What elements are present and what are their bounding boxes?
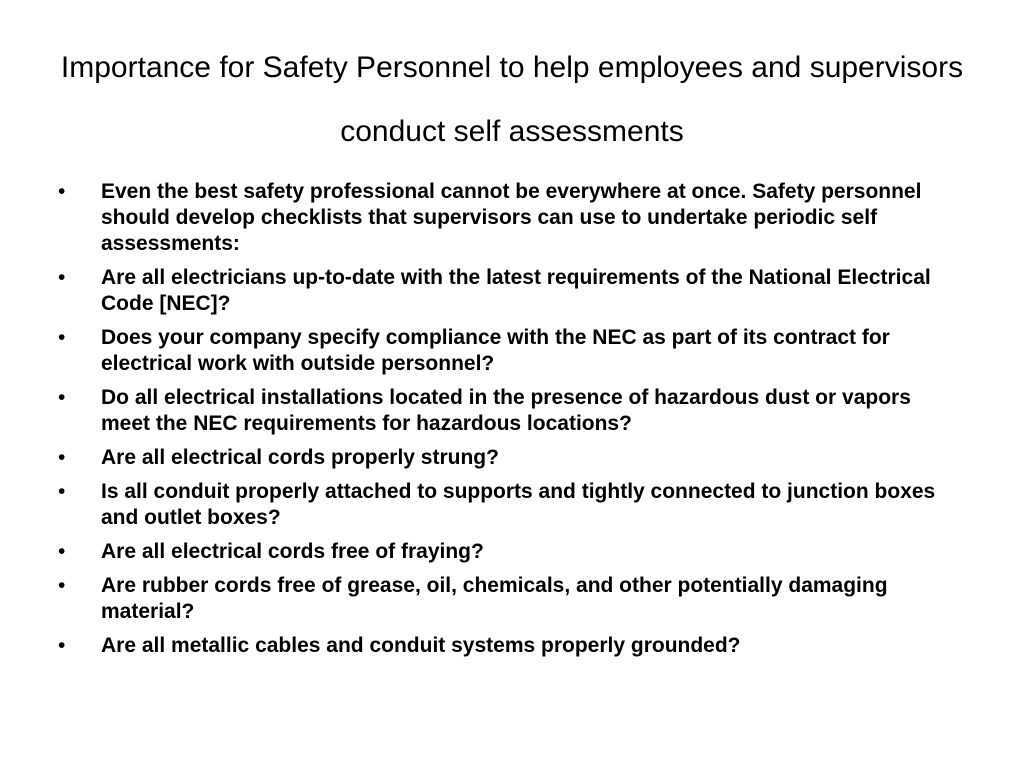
bullet-text: Are all electrical cords properly strung?	[101, 446, 499, 469]
list-item	[58, 479, 958, 531]
bullet-icon: •	[58, 634, 66, 657]
bullet-text: Are all electricians up-to-date with the latest requirements of the National Electrical Code [NEC]?	[101, 266, 931, 315]
list-item	[58, 265, 958, 317]
bullet-icon: •	[58, 480, 66, 503]
list-item	[58, 539, 958, 565]
bullet-icon: •	[58, 386, 66, 409]
list-item	[58, 633, 958, 659]
bullet-icon: •	[58, 446, 66, 469]
bullet-icon: •	[58, 540, 66, 563]
bullet-list	[58, 179, 958, 667]
bullet-icon: •	[58, 180, 66, 203]
list-item	[58, 179, 958, 257]
bullet-text: Do all electrical installations located in the presence of hazardous dust or vapors meet the NEC requirements for hazardous locations?	[101, 386, 911, 435]
bullet-icon: •	[58, 574, 66, 597]
list-item	[58, 445, 958, 471]
bullet-text: Are all metallic cables and conduit systems properly grounded?	[101, 634, 741, 657]
list-item	[58, 573, 958, 625]
bullet-text: Even the best safety professional cannot be everywhere at once. Safety personnel should develop checklists that supervisors can use to undertake periodic self assessments:	[101, 180, 922, 255]
bullet-text: Are all electrical cords free of fraying?	[101, 540, 484, 563]
list-item	[58, 385, 958, 437]
bullet-icon: •	[58, 326, 66, 349]
bullet-text: Is all conduit properly attached to supports and tightly connected to junction boxes and outlet boxes?	[101, 480, 936, 529]
slide-title: Importance for Safety Personnel to help employees and supervisors conduct self assessments	[60, 51, 964, 148]
list-item	[58, 325, 958, 377]
bullet-text: Are rubber cords free of grease, oil, chemicals, and other potentially damaging material?	[101, 574, 888, 623]
bullet-icon: •	[58, 266, 66, 289]
bullet-text: Does your company specify compliance with the NEC as part of its contract for electrical work with outside personnel?	[101, 326, 890, 375]
